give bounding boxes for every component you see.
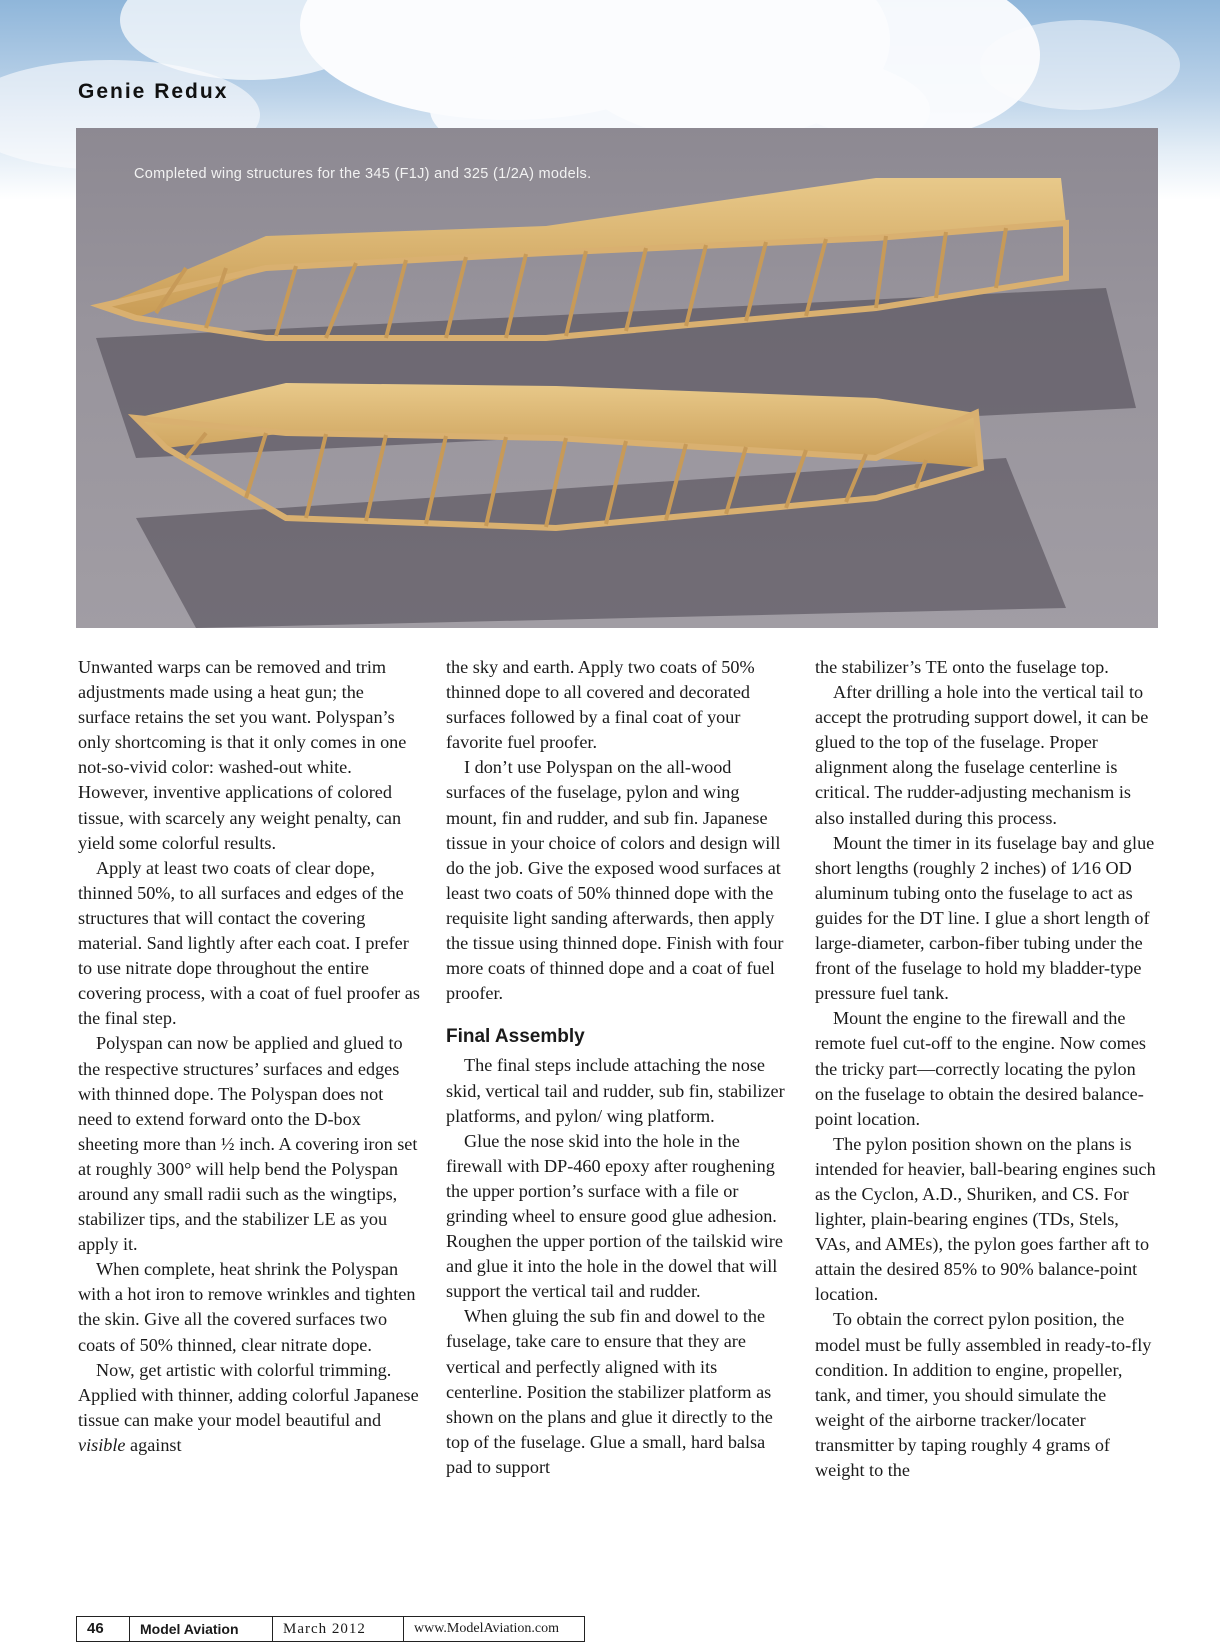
paragraph: I don’t use Polyspan on the all-wood surfaces of the fuselage, pylon and wing mount, fin and rudder, and sub fin. Japanese tissue in your choice of colors and design will do the job. Give the exposed wood surfaces at least two coats of 50% thinned dope with the requisite light sanding afterwards, then apply the tissue using thinned dope. Finish with four more coats of thinned dope and a coat of fuel proofer. — [446, 757, 784, 1004]
paragraph: Polyspan can now be applied and glued to the respective structures’ surfaces and edges with thinned dope. The Polyspan does not need to extend forward onto the D-box sheeting more than ½ inch. A covering iron set at roughly 300° will help bend the Polyspan around any small radii such as the wingtips, stabilizer tips, and the stabilizer LE as you apply it. — [78, 1033, 418, 1255]
paragraph: Unwanted warps can be removed and trim adjustments made using a heat gun; the surface retains the set you want. Polyspan’s only shortcoming is that it only comes in one not-so-vivid color: washed-out white. However, inventive applications of colored tissue, with scarcely any weight penalty, can yield some colorful results. — [78, 657, 407, 853]
photo-caption: Completed wing structures for the 345 (F1J) and 325 (1/2A) models. — [134, 166, 592, 182]
paragraph: To obtain the correct pylon position, the model must be fully assembled in ready-to-fly condition. In addition to engine, propeller, tank, and timer, you should simulate the weight of the airborne tracker/locater transmitter by taping roughly 4 grams of weight to the — [815, 1309, 1152, 1480]
paragraph: When complete, heat shrink the Polyspan with a hot iron to remove wrinkles and tighten the skin. Give all the covered surfaces two coats of 50% thinned, clear nitrate dope. — [78, 1259, 416, 1355]
paragraph: the stabilizer’s TE onto the fuselage top. — [815, 657, 1109, 677]
page-footer — [76, 1616, 585, 1642]
paragraph: The final steps include attaching the nose skid, vertical tail and rudder, sub fin, stabilizer platforms, and pylon/ wing platform. — [446, 1055, 785, 1126]
section-title: Genie Redux — [78, 80, 229, 103]
subheading: Final Assembly — [446, 1026, 585, 1048]
paragraph: Glue the nose skid into the hole in the firewall with DP-460 epoxy after roughening the upper portion’s surface with a file or grinding wheel to ensure good glue adhesion. Roughen the upper portion of the tailskid wire and glue it into the hole in the dowel that will support the vertical tail and rudder. — [446, 1130, 783, 1302]
paragraph: When gluing the sub fin and dowel to the fuselage, take care to ensure that they are vertical and perfectly aligned with its centerline. Position the stabilizer platform as shown on the plans and glue it directly to the top of the fuselage. Glue a small, hard balsa pad to support — [446, 1306, 773, 1477]
paragraph: Apply at least two coats of clear dope, thinned 50%, to all surfaces and edges of the structures that will contact the covering material. Sand lightly after each coat. I prefer to use nitrate dope throughout the entire covering process, with a coat of fuel proofer as the final step. — [78, 857, 420, 1029]
page-number: 46 — [77, 1617, 130, 1641]
text-column-3 — [815, 655, 1157, 1483]
magazine-name: Model Aviation — [130, 1617, 273, 1641]
paragraph: Mount the timer in its fuselage bay and glue short lengths (roughly 2 inches) of 1⁄16 OD aluminum tubing onto the fuselage to act as guides for the DT line. I glue a short length of large-diameter, carbon-fiber tubing under the front of the fuselage to hold my bladder-type pressure fuel tank. — [815, 832, 1155, 1004]
paragraph: The pylon position shown on the plans is intended for heavier, ball-bearing engines such as the Cyclon, A.D., Shuriken, and CS. For lighter, plain-bearing engines (TDs, Stels, VAs, and AMEs), the pylon goes farther aft to attain the desired 85% to 90% balance-point location. — [815, 1133, 1156, 1305]
paragraph: Now, get artistic with colorful trimming. Applied with thinner, adding colorful Japanese tissue can make your model beautiful and visible against — [78, 1359, 419, 1455]
paragraph: Mount the engine to the firewall and the remote fuel cut-off to the engine. Now comes the tricky part—correctly locating the pylon on the fuselage to obtain the desired balance-point location. — [815, 1008, 1146, 1129]
wing-structures-photo — [76, 128, 1158, 628]
text-column-2 — [446, 655, 788, 1480]
paragraph: the sky and earth. Apply two coats of 50% thinned dope to all covered and decorated surfaces followed by a final coat of your favorite fuel proofer. — [446, 657, 755, 753]
magazine-url[interactable]: www.ModelAviation.com — [414, 1621, 560, 1636]
issue-date: March 2012 — [273, 1617, 404, 1641]
paragraph: After drilling a hole into the vertical tail to accept the protruding support dowel, it can be glued to the top of the fuselage. Proper alignment along the fuselage centerline is critical. The rudder-adjusting mechanism is also installed during this process. — [815, 682, 1149, 828]
text-column-1 — [78, 655, 420, 1458]
